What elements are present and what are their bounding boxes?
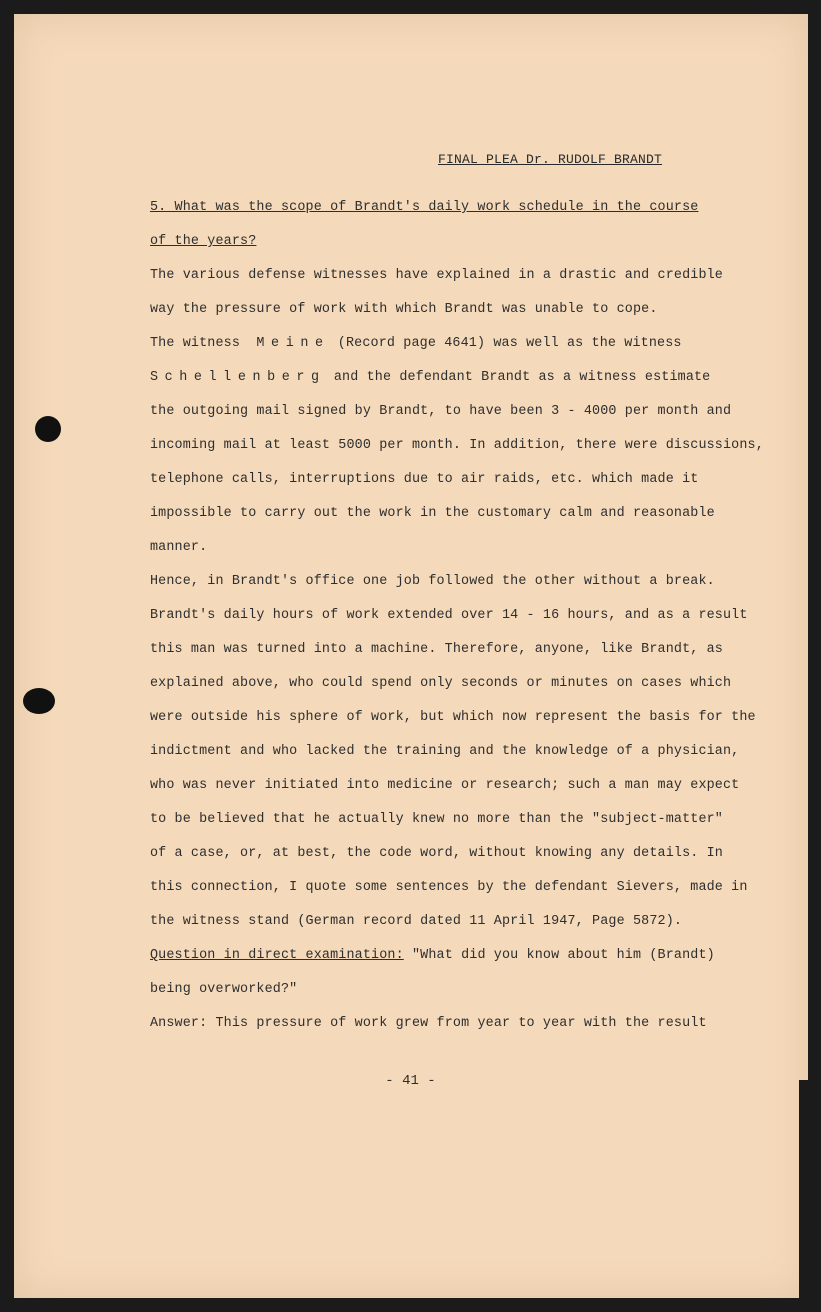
text-segment: "What did you know about him (Brandt) xyxy=(411,948,715,963)
text-line: indictment and who lacked the training and the knowledge of a physician, xyxy=(150,744,740,759)
text-line xyxy=(150,361,780,395)
witness-name: Schellenberg xyxy=(150,370,326,385)
text-line: The various defense witnesses have explained in a drastic and credible xyxy=(150,268,723,283)
text-line: incoming mail at least 5000 per month. In addition, there were discussions, xyxy=(150,438,764,453)
text-line xyxy=(150,327,780,361)
text-line: the witness stand (German record dated 11 April 1947, Page 5872). xyxy=(150,914,683,929)
witness-prefix: The witness xyxy=(150,336,241,351)
text-segment: and the defendant Brandt as a witness estimate xyxy=(333,370,711,385)
page-header: FINAL PLEA Dr. RUDOLF BRANDT xyxy=(438,152,663,167)
torn-edge xyxy=(799,1080,821,1312)
question-label: Question in direct examination: xyxy=(150,948,404,963)
text-line: being overworked?" xyxy=(150,982,298,997)
text-line: this connection, I quote some sentences by the defendant Sievers, made in xyxy=(150,880,748,895)
witness-name: Meine xyxy=(256,336,330,351)
text-line: manner. xyxy=(150,540,208,555)
text-line: impossible to carry out the work in the customary calm and reasonable xyxy=(150,506,715,521)
text-line: this man was turned into a machine. Therefore, anyone, like Brandt, as xyxy=(150,642,723,657)
document-body xyxy=(150,191,780,1041)
page-number: - 41 - xyxy=(385,1073,436,1089)
text-line: of the years? xyxy=(150,234,257,249)
answer-label: Answer: xyxy=(150,1016,208,1031)
text-line: the outgoing mail signed by Brandt, to have been 3 - 4000 per month and xyxy=(150,404,732,419)
text-line: telephone calls, interruptions due to air raids, etc. which made it xyxy=(150,472,699,487)
text-segment: (Record page 4641) was well as the witness xyxy=(337,336,682,351)
text-line: were outside his sphere of work, but which now represent the basis for the xyxy=(150,710,756,725)
text-line: explained above, who could spend only seconds or minutes on cases which xyxy=(150,676,732,691)
text-line: to be believed that he actually knew no more than the "subject-matter" xyxy=(150,812,723,827)
text-line: Hence, in Brandt's office one job followed the other without a break. xyxy=(150,574,715,589)
text-line xyxy=(150,1007,780,1041)
text-line: way the pressure of work with which Brandt was unable to cope. xyxy=(150,302,658,317)
punch-hole xyxy=(23,688,55,714)
text-line: Brandt's daily hours of work extended over 14 - 16 hours, and as a result xyxy=(150,608,748,623)
text-line xyxy=(150,939,780,973)
text-segment: This pressure of work grew from year to year with the result xyxy=(215,1016,707,1031)
text-line: 5. What was the scope of Brandt's daily work schedule in the course xyxy=(150,200,699,215)
text-line: who was never initiated into medicine or research; such a man may expect xyxy=(150,778,740,793)
text-line: of a case, or, at best, the code word, without knowing any details. In xyxy=(150,846,723,861)
punch-hole xyxy=(35,416,61,442)
